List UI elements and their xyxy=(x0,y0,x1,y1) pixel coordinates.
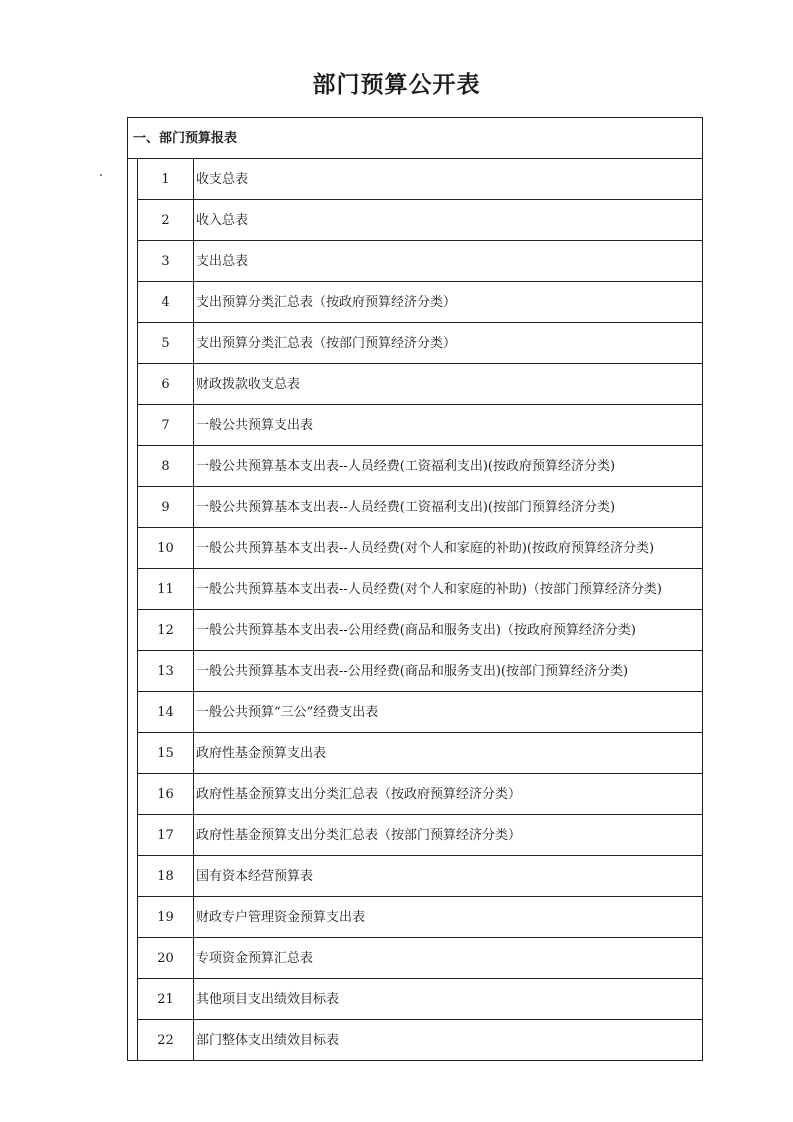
row-number: 4 xyxy=(138,282,194,323)
row-number: 10 xyxy=(138,528,194,569)
section-header-row xyxy=(128,118,703,159)
table-row[interactable] xyxy=(128,651,703,692)
table-row[interactable] xyxy=(128,405,703,446)
report-name[interactable]: 其他项目支出绩效目标表 xyxy=(194,979,703,1020)
row-indent-cell xyxy=(128,979,138,1020)
row-indent-cell xyxy=(128,856,138,897)
row-indent-cell xyxy=(128,487,138,528)
row-indent-cell xyxy=(128,610,138,651)
report-name[interactable]: 国有资本经营预算表 xyxy=(194,856,703,897)
row-indent-cell xyxy=(128,815,138,856)
row-indent-cell xyxy=(128,159,138,200)
row-number: 19 xyxy=(138,897,194,938)
row-indent-cell xyxy=(128,405,138,446)
table-row[interactable] xyxy=(128,815,703,856)
report-index-table xyxy=(127,117,703,1061)
table-row[interactable] xyxy=(128,856,703,897)
row-number: 9 xyxy=(138,487,194,528)
row-indent-cell xyxy=(128,200,138,241)
row-number: 8 xyxy=(138,446,194,487)
report-name[interactable]: 支出总表 xyxy=(194,241,703,282)
row-number: 11 xyxy=(138,569,194,610)
report-name[interactable]: 一般公共预算“三公”经费支出表 xyxy=(194,692,703,733)
row-indent-cell xyxy=(128,569,138,610)
row-number: 5 xyxy=(138,323,194,364)
table-row[interactable] xyxy=(128,446,703,487)
row-indent-cell xyxy=(128,651,138,692)
report-name[interactable]: 收支总表 xyxy=(194,159,703,200)
row-number: 7 xyxy=(138,405,194,446)
row-indent-cell xyxy=(128,323,138,364)
row-number: 3 xyxy=(138,241,194,282)
row-number: 6 xyxy=(138,364,194,405)
row-number: 16 xyxy=(138,774,194,815)
report-name[interactable]: 财政拨款收支总表 xyxy=(194,364,703,405)
row-indent-cell xyxy=(128,241,138,282)
row-number: 22 xyxy=(138,1020,194,1061)
report-name[interactable]: 一般公共预算基本支出表--公用经费(商品和服务支出)（按政府预算经济分类) xyxy=(194,610,703,651)
report-name[interactable]: 政府性基金预算支出分类汇总表（按部门预算经济分类） xyxy=(194,815,703,856)
row-indent-cell xyxy=(128,938,138,979)
table-row[interactable] xyxy=(128,241,703,282)
table-row[interactable] xyxy=(128,692,703,733)
table-row[interactable] xyxy=(128,200,703,241)
table-row[interactable] xyxy=(128,528,703,569)
table-row[interactable] xyxy=(128,1020,703,1061)
table-row[interactable] xyxy=(128,733,703,774)
report-name[interactable]: 财政专户管理资金预算支出表 xyxy=(194,897,703,938)
row-indent-cell xyxy=(128,446,138,487)
row-number: 15 xyxy=(138,733,194,774)
report-name[interactable]: 一般公共预算基本支出表--人员经费(对个人和家庭的补助)（按部门预算经济分类) xyxy=(194,569,703,610)
report-name[interactable]: 一般公共预算基本支出表--人员经费(工资福利支出)(按政府预算经济分类) xyxy=(194,446,703,487)
table-row[interactable] xyxy=(128,897,703,938)
page-title: 部门预算公开表 xyxy=(312,72,481,98)
table-row[interactable] xyxy=(128,364,703,405)
report-name[interactable]: 一般公共预算基本支出表--人员经费(对个人和家庭的补助)(按政府预算经济分类) xyxy=(194,528,703,569)
row-number: 14 xyxy=(138,692,194,733)
report-name[interactable]: 政府性基金预算支出表 xyxy=(194,733,703,774)
report-name[interactable]: 支出预算分类汇总表（按部门预算经济分类） xyxy=(194,323,703,364)
row-number: 13 xyxy=(138,651,194,692)
table-row[interactable] xyxy=(128,774,703,815)
table-row[interactable] xyxy=(128,159,703,200)
report-name[interactable]: 政府性基金预算支出分类汇总表（按政府预算经济分类） xyxy=(194,774,703,815)
report-name[interactable]: 一般公共预算基本支出表--人员经费(工资福利支出)(按部门预算经济分类) xyxy=(194,487,703,528)
table-row[interactable] xyxy=(128,569,703,610)
report-name[interactable]: 支出预算分类汇总表（按政府预算经济分类） xyxy=(194,282,703,323)
row-indent-cell xyxy=(128,282,138,323)
scan-speck xyxy=(100,174,102,176)
table-row[interactable] xyxy=(128,610,703,651)
row-indent-cell xyxy=(128,528,138,569)
report-name[interactable]: 专项资金预算汇总表 xyxy=(194,938,703,979)
row-number: 20 xyxy=(138,938,194,979)
row-indent-cell xyxy=(128,692,138,733)
table-row[interactable] xyxy=(128,323,703,364)
row-number: 1 xyxy=(138,159,194,200)
table-row[interactable] xyxy=(128,979,703,1020)
report-name[interactable]: 部门整体支出绩效目标表 xyxy=(194,1020,703,1061)
row-number: 17 xyxy=(138,815,194,856)
report-name[interactable]: 收入总表 xyxy=(194,200,703,241)
table-row[interactable] xyxy=(128,487,703,528)
table-row[interactable] xyxy=(128,282,703,323)
report-name[interactable]: 一般公共预算基本支出表--公用经费(商品和服务支出)(按部门预算经济分类) xyxy=(194,651,703,692)
row-indent-cell xyxy=(128,897,138,938)
report-name[interactable]: 一般公共预算支出表 xyxy=(194,405,703,446)
row-indent-cell xyxy=(128,774,138,815)
row-number: 18 xyxy=(138,856,194,897)
row-indent-cell xyxy=(128,364,138,405)
row-indent-cell xyxy=(128,1020,138,1061)
row-number: 2 xyxy=(138,200,194,241)
table-row[interactable] xyxy=(128,938,703,979)
section-header: 一、部门预算报表 xyxy=(128,118,703,159)
row-indent-cell xyxy=(128,733,138,774)
row-number: 12 xyxy=(138,610,194,651)
row-number: 21 xyxy=(138,979,194,1020)
